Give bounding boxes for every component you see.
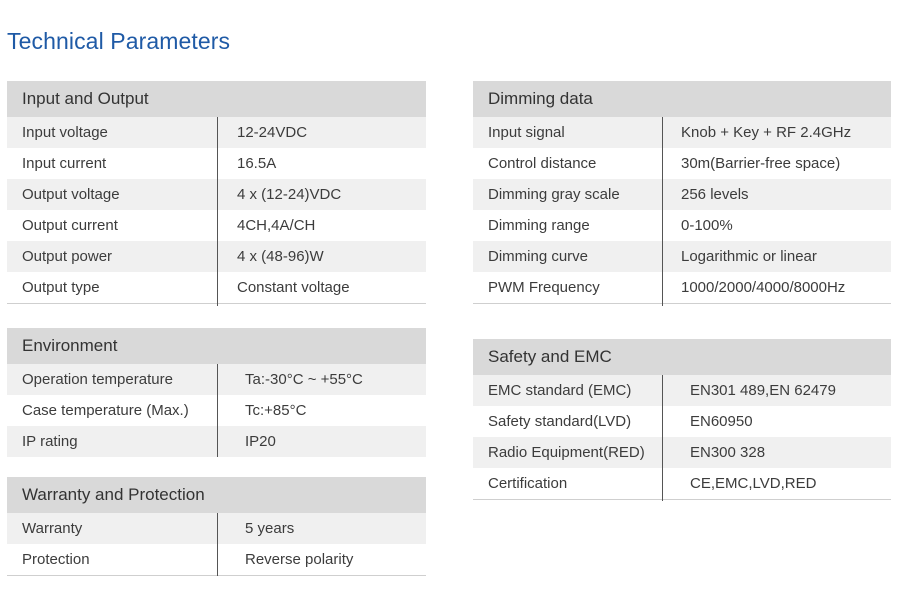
section-bottom-rule	[473, 499, 891, 500]
param-value: IP20	[245, 433, 276, 450]
section-header: Warranty and Protection	[7, 477, 426, 513]
section-header: Input and Output	[7, 81, 426, 117]
table-row	[473, 179, 891, 210]
param-label: Protection	[22, 551, 90, 568]
param-value: EN300 328	[690, 444, 766, 461]
section-header: Safety and EMC	[473, 339, 891, 375]
table-row	[473, 241, 891, 272]
section-warranty	[7, 477, 426, 576]
param-value: 4 x (12-24)VDC	[237, 186, 342, 203]
param-value: 30m(Barrier-free space)	[681, 155, 841, 172]
param-value: 16.5A	[237, 155, 277, 172]
column-divider	[217, 364, 218, 457]
column-divider	[217, 117, 218, 306]
param-value: 4 x (48-96)W	[237, 248, 324, 265]
table-row	[473, 272, 891, 303]
param-value: Ta:-30°C ~ +55°C	[245, 371, 363, 388]
param-label: Input current	[22, 155, 107, 172]
param-label: Case temperature (Max.)	[22, 402, 189, 419]
param-value: EN301 489,EN 62479	[690, 382, 836, 399]
param-label: Control distance	[488, 155, 597, 172]
param-label: IP rating	[22, 433, 78, 450]
param-value: Reverse polarity	[245, 551, 354, 568]
param-label: Output current	[22, 217, 118, 234]
table-row	[473, 117, 891, 148]
param-label: EMC standard (EMC)	[488, 382, 632, 399]
param-value: 4CH,4A/CH	[237, 217, 316, 234]
param-label: Output voltage	[22, 186, 120, 203]
column-divider	[662, 375, 663, 501]
param-label: Dimming gray scale	[488, 186, 620, 203]
param-label: Certification	[488, 475, 568, 492]
param-label: Warranty	[22, 520, 83, 537]
param-label: Output type	[22, 279, 100, 296]
table-row	[473, 406, 891, 437]
param-label: Output power	[22, 248, 113, 265]
param-value: Knob + Key + RF 2.4GHz	[681, 124, 852, 141]
param-value: 12-24VDC	[237, 124, 308, 141]
param-value: 256 levels	[681, 186, 749, 203]
param-label: Safety standard(LVD)	[488, 413, 632, 430]
table-row	[473, 210, 891, 241]
param-label: PWM Frequency	[488, 279, 600, 296]
param-value: Tc:+85°C	[245, 402, 307, 419]
param-label: Input signal	[488, 124, 565, 141]
param-value: CE,EMC,LVD,RED	[690, 475, 817, 492]
section-bottom-rule	[473, 303, 891, 304]
column-divider	[662, 117, 663, 306]
table-row	[473, 437, 891, 468]
section-dimming	[473, 81, 891, 304]
section-environment	[7, 328, 426, 457]
page-title: Technical Parameters	[7, 28, 231, 54]
column-divider	[217, 513, 218, 576]
param-label: Dimming range	[488, 217, 590, 234]
section-header: Environment	[7, 328, 426, 364]
section-input-output	[7, 81, 426, 304]
param-value: 0-100%	[681, 217, 733, 234]
table-row	[473, 375, 891, 406]
section-safety	[473, 339, 891, 500]
table-row	[473, 468, 891, 499]
param-label: Operation temperature	[22, 371, 173, 388]
param-value: 5 years	[245, 520, 295, 537]
param-label: Dimming curve	[488, 248, 589, 265]
param-value: Logarithmic or linear	[681, 248, 817, 265]
param-value: Constant voltage	[237, 279, 350, 296]
section-header: Dimming data	[473, 81, 891, 117]
param-label: Input voltage	[22, 124, 108, 141]
param-value: 1000/2000/4000/8000Hz	[681, 279, 846, 296]
param-value: EN60950	[690, 413, 753, 430]
param-label: Radio Equipment(RED)	[488, 444, 645, 461]
table-row	[473, 148, 891, 179]
